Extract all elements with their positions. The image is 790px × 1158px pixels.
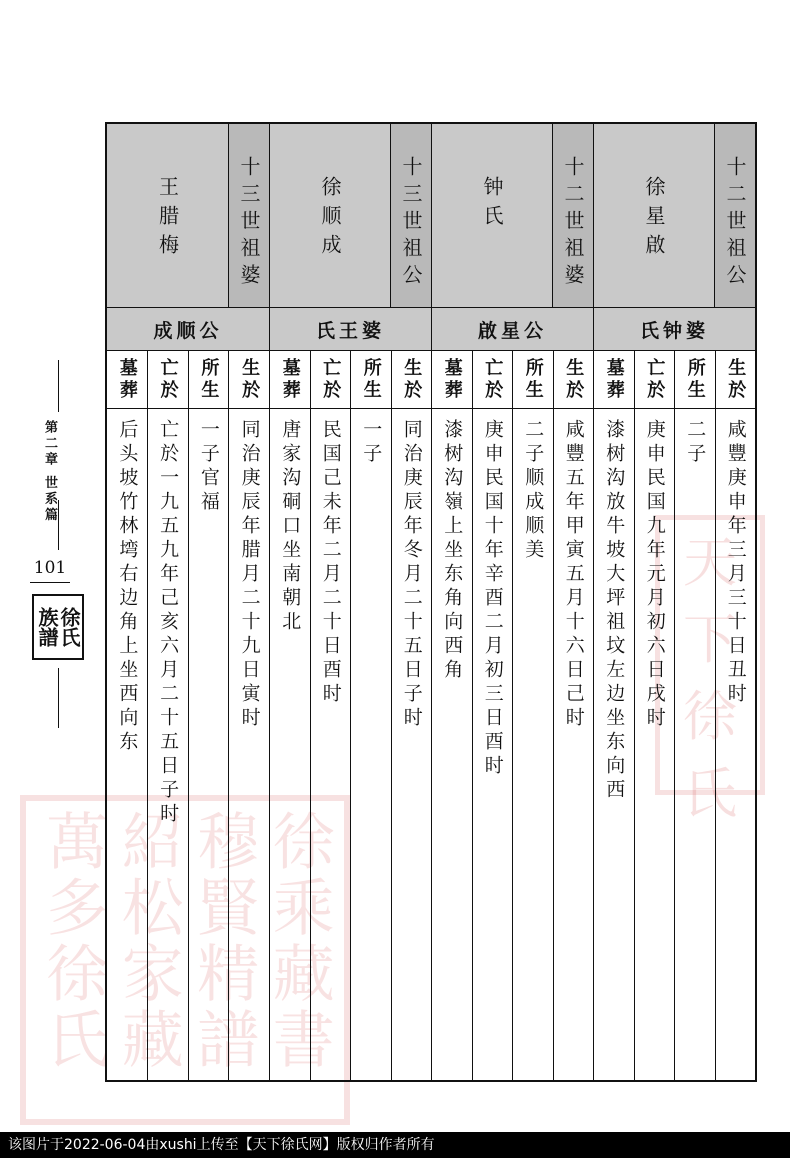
margin-rule [58, 500, 59, 550]
record-body [107, 351, 269, 1080]
field-label: 亡於 [157, 357, 179, 402]
stamp-char: 徐 [683, 685, 737, 748]
record-header [270, 124, 431, 308]
generation-cell [390, 124, 431, 307]
generation-title: 十二世祖婆 [561, 156, 585, 291]
field-column [270, 351, 310, 1080]
field-value: 一子 [360, 419, 383, 467]
record-body [432, 351, 593, 1080]
upload-notice-banner: 该图片于2022-06-04由xushi上传至【天下徐氏网】版权归作者所有 [0, 1132, 790, 1158]
field-column [634, 351, 675, 1080]
field-column [188, 351, 229, 1080]
generation-title: 十三世祖公 [399, 156, 423, 291]
chapter-title: 第二章 世系篇 [42, 420, 57, 524]
record-body [270, 351, 431, 1080]
field-label: 墓葬 [116, 357, 138, 402]
field-column [228, 351, 269, 1080]
field-label: 生於 [563, 357, 585, 402]
generation-title: 十三世祖婆 [237, 156, 261, 291]
genealogy-table [105, 122, 757, 1082]
field-column [310, 351, 351, 1080]
field-column [350, 351, 391, 1080]
field-value: 二子顺成顺美 [522, 419, 545, 563]
field-value: 咸豐五年甲寅五月十六日己时 [562, 419, 585, 731]
generation-cell [714, 124, 755, 307]
ancestor-name: 钟氏 [480, 176, 504, 234]
field-column [107, 351, 147, 1080]
ancestor-record [269, 124, 431, 1080]
field-column [715, 351, 756, 1080]
field-value: 亡於一九五九年己亥六月二十五日子时 [157, 419, 180, 827]
field-value: 同治庚辰年冬月二十五日子时 [400, 419, 423, 731]
field-label: 生於 [239, 357, 261, 402]
generation-cell [552, 124, 593, 307]
field-label: 亡於 [644, 357, 666, 402]
field-value: 庚申民国十年辛酉二月初三日酉时 [481, 419, 504, 779]
record-body [594, 351, 755, 1080]
field-value: 同治庚辰年腊月二十九日寅时 [238, 419, 261, 731]
field-value: 漆树沟放牛坡大坪祖坟左边坐东向西 [603, 419, 626, 803]
field-label: 墓葬 [279, 357, 301, 402]
field-column [594, 351, 634, 1080]
field-value: 庚申民国九年元月初六日戌时 [643, 419, 666, 731]
margin-rule [58, 668, 59, 728]
page-number: 101 [33, 558, 67, 578]
spouse-label: 啟星公 [432, 308, 593, 351]
logo-text: 徐氏 [57, 607, 81, 647]
page-number-rule [30, 582, 70, 583]
seal-column: 徐乘藏書 [262, 809, 336, 1073]
seal-column: 穆賢精譜 [186, 809, 260, 1073]
field-label: 所生 [198, 357, 220, 402]
stamp-char: 氏 [683, 762, 737, 825]
name-cell [107, 124, 228, 307]
record-header [432, 124, 593, 308]
ancestor-name: 徐顺成 [318, 176, 342, 263]
generation-title: 十二世祖公 [723, 156, 747, 291]
field-label: 生於 [401, 357, 423, 402]
ancestor-name: 王腊梅 [155, 176, 180, 263]
field-value: 民国己未年二月二十日酉时 [319, 419, 342, 707]
field-label: 所生 [684, 357, 706, 402]
ancestor-name: 徐星啟 [642, 176, 666, 263]
field-column [553, 351, 594, 1080]
field-column [512, 351, 553, 1080]
field-label: 亡於 [320, 357, 342, 402]
field-column [432, 351, 472, 1080]
spouse-label: 成顺公 [107, 308, 269, 351]
name-cell [594, 124, 714, 307]
spouse-label: 氏王婆 [270, 308, 431, 351]
record-header [107, 124, 269, 308]
generation-cell [228, 124, 269, 307]
ancestor-record [431, 124, 593, 1080]
seal-column: 紹松家藏 [111, 809, 185, 1073]
field-label: 墓葬 [441, 357, 463, 402]
ancestor-record [593, 124, 755, 1080]
field-column [391, 351, 432, 1080]
margin-rule [58, 360, 59, 412]
stamp-char: 天 [683, 531, 737, 594]
field-label: 所生 [522, 357, 544, 402]
field-value: 漆树沟嶺上坐东角向西角 [441, 419, 464, 683]
logo-text: 族譜 [35, 607, 59, 647]
field-label: 生於 [725, 357, 747, 402]
spouse-label: 氏钟婆 [594, 308, 755, 351]
genealogy-logo [32, 594, 84, 660]
field-label: 所生 [360, 357, 382, 402]
stamp-char: 下 [683, 608, 737, 671]
field-value: 一子官福 [197, 419, 220, 515]
name-cell [270, 124, 390, 307]
field-value: 咸豐庚申年三月三十日丑时 [724, 419, 747, 707]
field-value: 唐家沟硐口坐南朝北 [279, 419, 302, 635]
record-header [594, 124, 755, 308]
name-cell [432, 124, 552, 307]
ancestor-record [107, 124, 269, 1080]
field-label: 亡於 [482, 357, 504, 402]
field-value: 后头坡竹林塆右边角上坐西向东 [116, 419, 139, 755]
field-value: 二子 [684, 419, 707, 467]
seal-column: 萬多徐氏 [35, 809, 109, 1073]
field-column [147, 351, 188, 1080]
field-column [472, 351, 513, 1080]
field-label: 墓葬 [603, 357, 625, 402]
field-column [674, 351, 715, 1080]
